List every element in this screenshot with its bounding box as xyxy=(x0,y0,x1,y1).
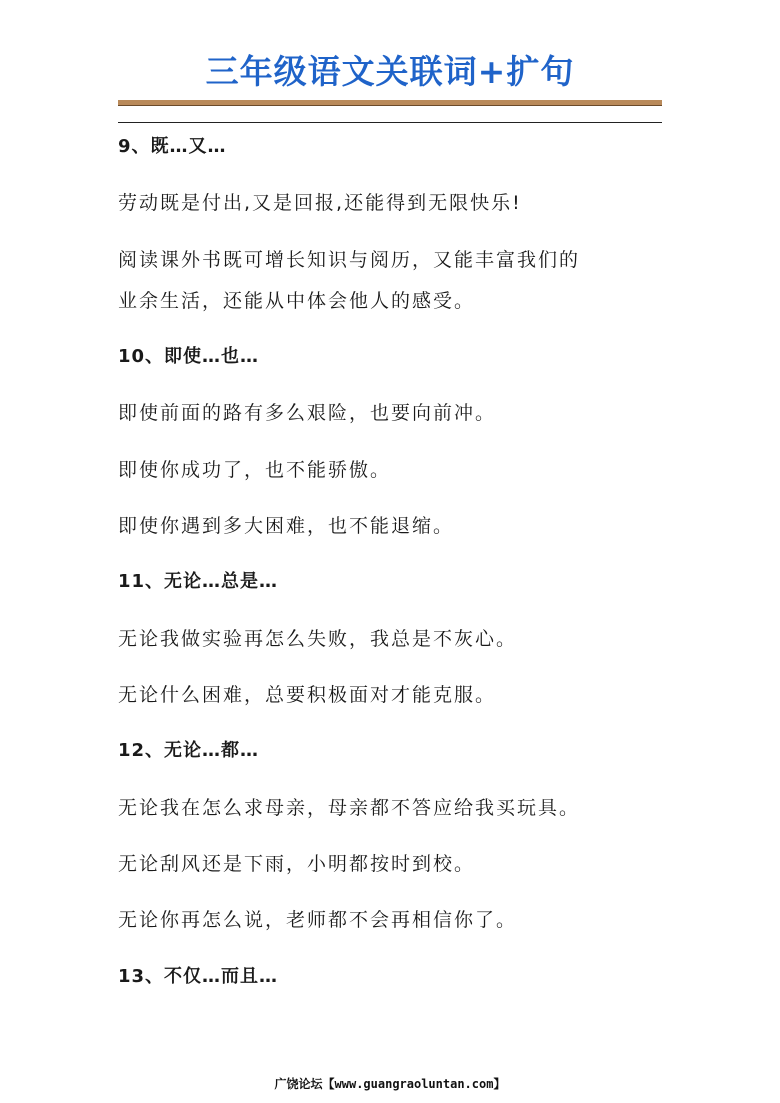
example-sentence: 即使前面的路有多么艰险，也要向前冲。 xyxy=(118,402,497,424)
header-divider xyxy=(118,122,662,123)
example-sentence: 即使你成功了，也不能骄傲。 xyxy=(118,459,392,481)
example-sentence: 即使你遇到多大困难，也不能退缩。 xyxy=(118,515,455,537)
title-underline xyxy=(118,100,662,106)
section-heading: 9、既…又… xyxy=(118,136,227,157)
example-sentence: 无论刮风还是下雨，小明都按时到校。 xyxy=(118,853,476,875)
section-heading: 12、无论…都… xyxy=(118,740,260,761)
example-sentence: 劳动既是付出,又是回报,还能得到无限快乐! xyxy=(118,192,522,214)
page-footer: 广饶论坛【www.guangraoluntan.com】 xyxy=(274,1077,506,1091)
example-sentence: 无论什么困难，总要积极面对才能克服。 xyxy=(118,684,497,706)
section-heading: 11、无论…总是… xyxy=(118,571,279,592)
section-heading: 10、即使…也… xyxy=(118,346,260,367)
section-heading: 13、不仅…而且… xyxy=(118,966,279,987)
example-sentence: 无论我在怎么求母亲，母亲都不答应给我买玩具。 xyxy=(118,797,581,819)
page-title: 三年级语文关联词+扩句 xyxy=(205,52,575,91)
example-sentence: 无论你再怎么说，老师都不会再相信你了。 xyxy=(118,909,518,931)
example-sentence: 阅读课外书既可增长知识与阅历，又能丰富我们的 xyxy=(118,249,581,271)
example-sentence: 无论我做实验再怎么失败，我总是不灰心。 xyxy=(118,628,518,650)
example-sentence-continued: 业余生活，还能从中体会他人的感受。 xyxy=(118,290,476,312)
